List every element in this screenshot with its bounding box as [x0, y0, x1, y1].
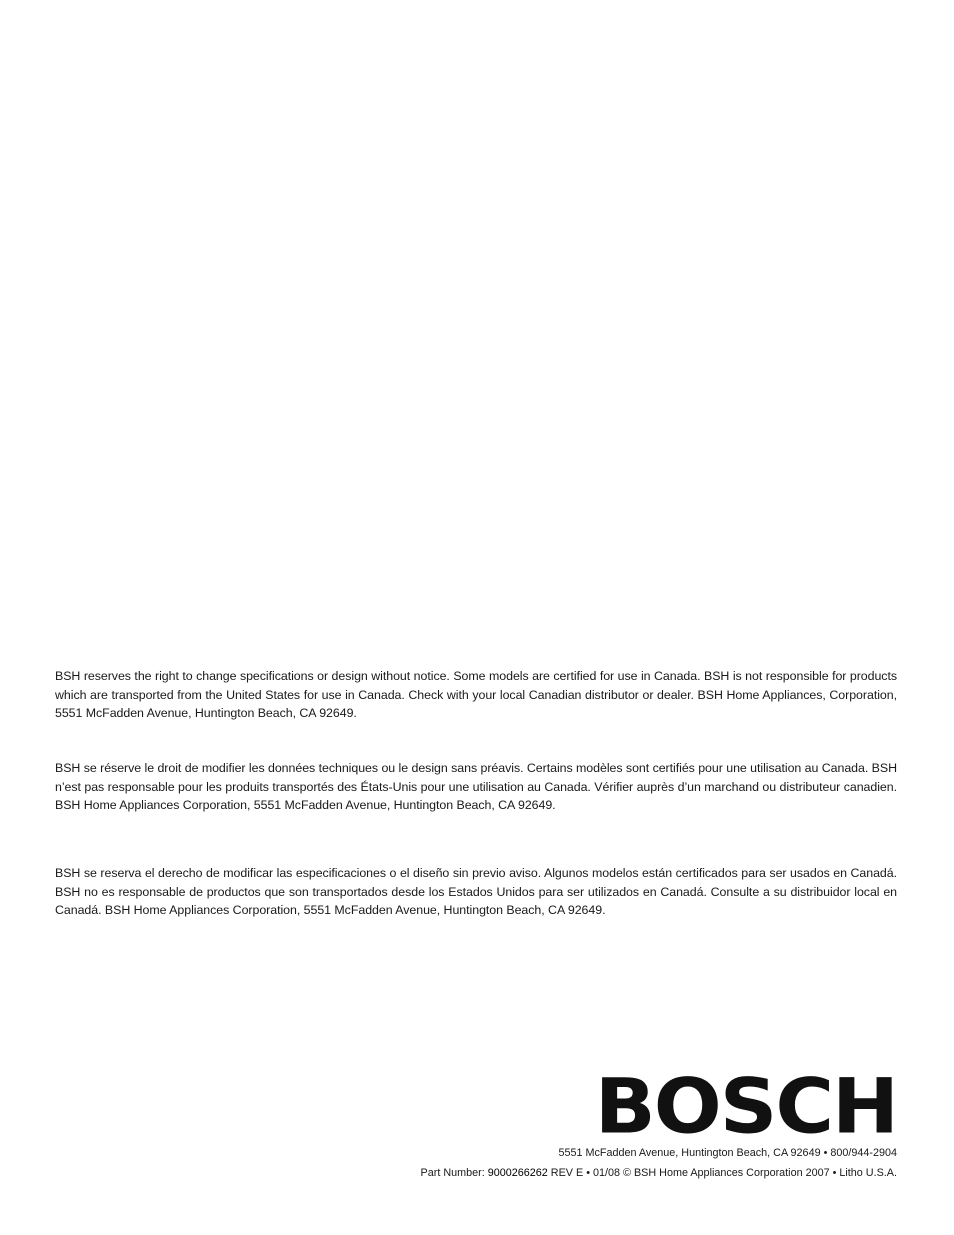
disclaimer-english: BSH reserves the right to change specifications or design without notice. Some models are certified for use in Canada. BSH is not responsible for products which are transported from the United States for use in Canada. Check with your local Canadian distributor or dealer. BSH Home Appliances, Corporation, 5551 McFadden Avenue, Huntington Beach, CA 92649.	[55, 669, 897, 720]
footer-address: 5551 McFadden Avenue, Huntington Beach, CA 92649 • 800/944-2904	[558, 1147, 897, 1159]
disclaimer-french: BSH se réserve le droit de modifier les données techniques ou le design sans préavis. Certains modèles sont certifiés pour une utilisation au Canada. BSH n’est pas responsable pour les produits transportés des États-Unis pour une utilisation au Canada. Vérifier auprès d’un marchand ou distributeur canadien. BSH Home Appliances Corporation, 5551 McFadden Avenue, Huntington Beach, CA 92649.	[55, 761, 897, 812]
part-number-suffix: REV E • 01/08 © BSH Home Appliances Corporation 2007 • Litho U.S.A.	[547, 1167, 897, 1179]
disclaimer-spanish: BSH se reserva el derecho de modificar las especificaciones o el diseño sin previo aviso. Algunos modelos están certificados para ser usados en Canadá. BSH no es responsable de productos que son transportados desde los Estados Unidos para ser utilizados en Canadá. Consulte a su distribuidor local en Canadá. BSH Home Appliances Corporation, 5551 McFadden Avenue, Huntington Beach, CA 92649.	[55, 866, 897, 917]
footer-part-info	[421, 1166, 897, 1180]
bosch-logo: BOSCH	[594, 1062, 897, 1151]
part-number-label: Part Number:	[420, 1167, 488, 1179]
part-number-value: 9000266262	[487, 1167, 548, 1179]
